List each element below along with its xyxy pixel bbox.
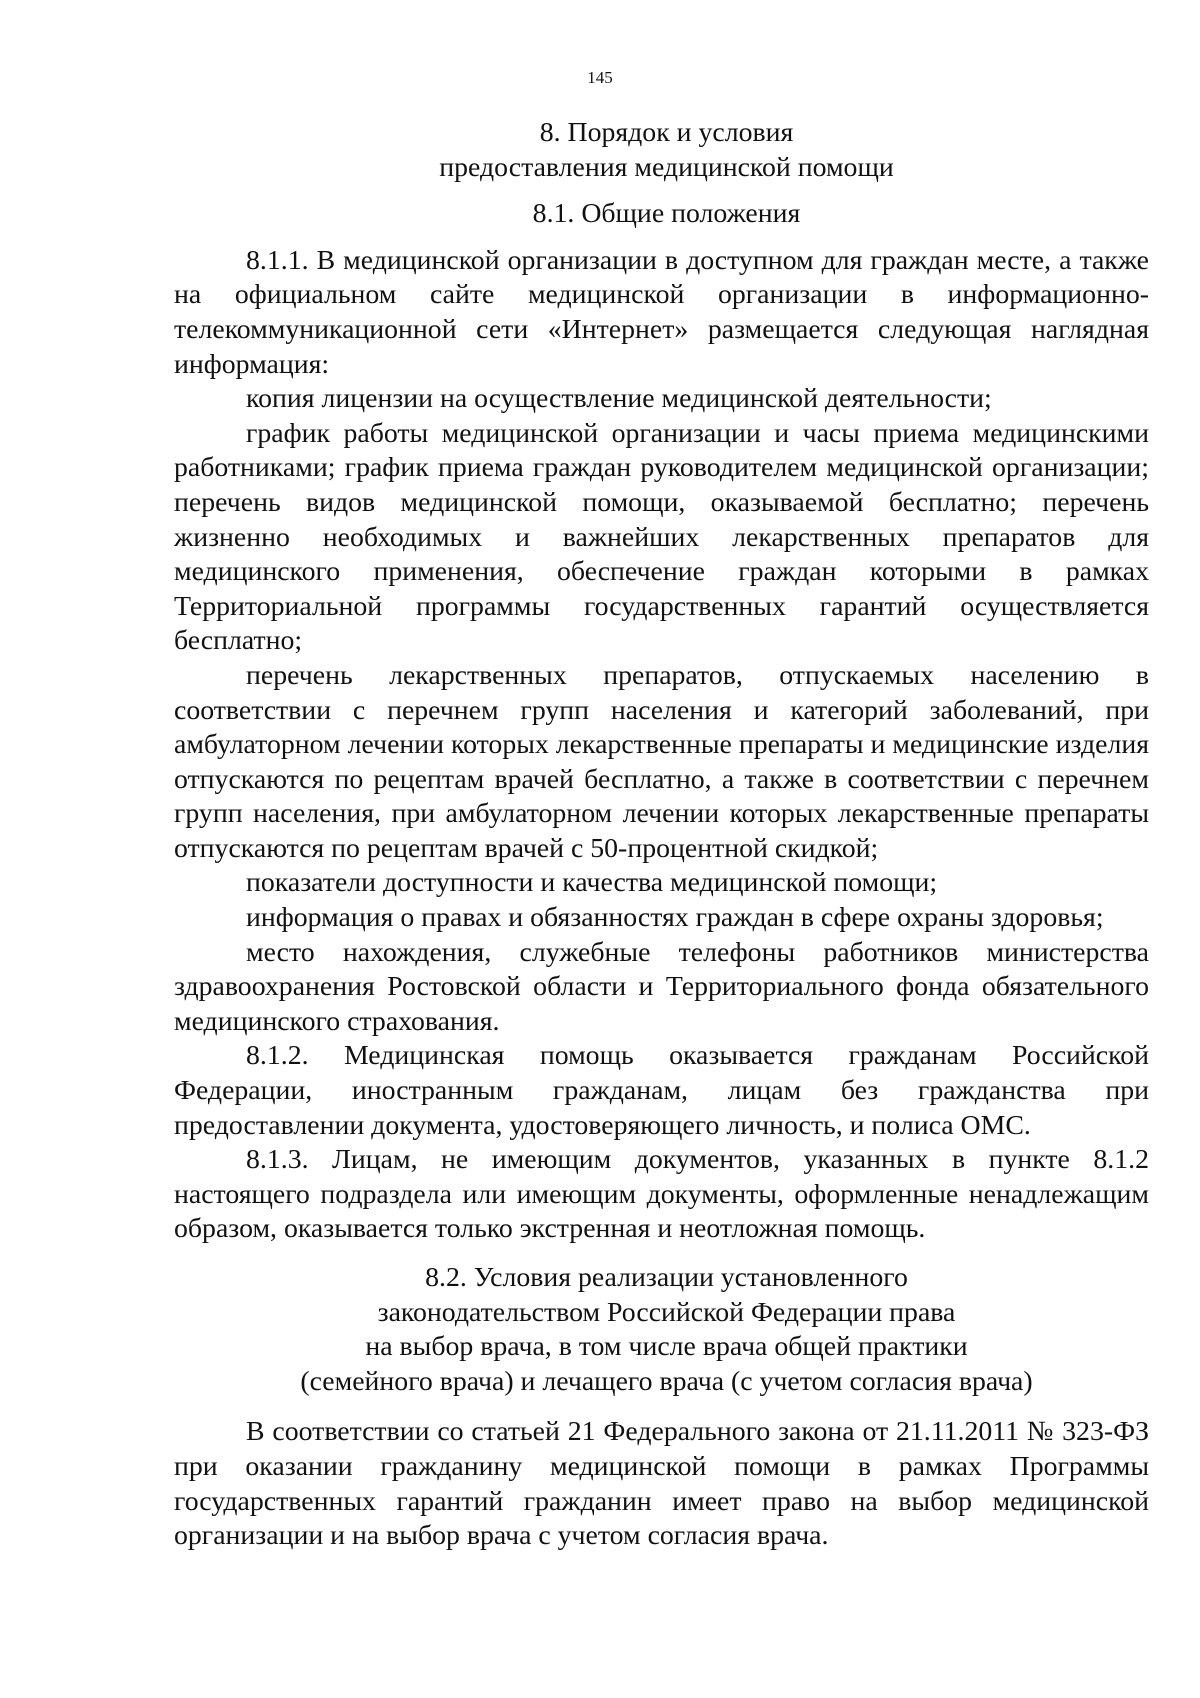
paragraph-8-1-3: 8.1.3. Лицам, не имеющим документов, указанных в пункте 8.1.2 настоящего подраздела или имеющим документы, оформленные ненадлежащим образом, оказывается только экстренная и неотложная помощь. [174,1144,1149,1245]
paragraph-contacts: место нахождения, служебные телефоны работников министерства здравоохранения Ростовской области и Территориального фонда обязательного медицинского страхования. [174,936,1149,1037]
paragraph-drug-list: перечень лекарственных препаратов, отпускаемых населению в соответствии с перечнем групп населения и категорий заболеваний, при амбулаторном лечении которых лекарственные препараты и медицинские изделия отпускаются по рецептам врачей бесплатно, а также в соответствии с перечнем групп населения, при амбулаторном лечении которых лекарственные препараты отпускаются по рецептам врачей с 50-процентной скидкой; [174,659,1149,864]
section-8-1-heading [174,197,1149,232]
paragraph-8-1-2: 8.1.2. Медицинская помощь оказывается гражданам Российской Федерации, иностранным гражданам, лицам без гражданства при предоставлении документа, удостоверяющего личность, и полиса ОМС. [174,1040,1149,1141]
section-8-heading [174,116,1149,185]
section-8-2-heading-line-3: на выбор врача, в том числе врача общей практики [365,1331,968,1363]
section-8-2-heading-line-1: 8.2. Условия реализации установленного [425,1262,908,1293]
paragraph-8-1-1: 8.1.1. В медицинской организации в доступном для граждан месте, а также на официальном сайте медицинской организации в информационно-телекоммуникационной сети «Интернет» размещается следующая наглядная информация: [174,244,1149,380]
page-number: 145 [587,68,613,87]
section-8-2-heading [174,1261,1149,1399]
section-8-2-heading-line-4: (семейного врача) и лечащего врача (с учетом согласия врача) [300,1365,1033,1397]
paragraph-license-copy: копия лицензии на осуществление медицинской деятельности; [246,383,992,415]
paragraph-choice-of-doctor: В соответствии со статьей 21 Федерального закона от 21.11.2011 № 323-ФЗ при оказании гражданину медицинской помощи в рамках Программы государственных гарантий гражданин имеет право на выбор медицинской организации и на выбор врача с учетом согласия врача. [174,1416,1149,1552]
section-8-2-heading-line-2: законодательством Российской Федерации права [377,1296,956,1328]
paragraph-work-schedule: график работы медицинской организации и часы приема медицинскими работниками; график приема граждан руководителем медицинской организации; перечень видов медицинской помощи, оказываемой бесплатно; перечень жизненно необходимых и важнейших лекарственных препаратов для медицинского применения, обеспечение граждан которыми в рамках Территориальной программы государственных гарантий осуществляется бесплатно; [174,417,1149,657]
section-8-heading-line-2: предоставления медицинской помощи [439,151,894,183]
section-8-1-heading-text: 8.1. Общие положения [532,198,801,230]
section-8-heading-line-1: 8. Порядок и условия [539,117,794,148]
paragraph-quality-indicators: показатели доступности и качества медицинской помощи; [246,867,938,899]
document-body [174,116,1149,1554]
paragraph-rights-info: информация о правах и обязанностях граждан в сфере охраны здоровья; [246,902,1104,934]
